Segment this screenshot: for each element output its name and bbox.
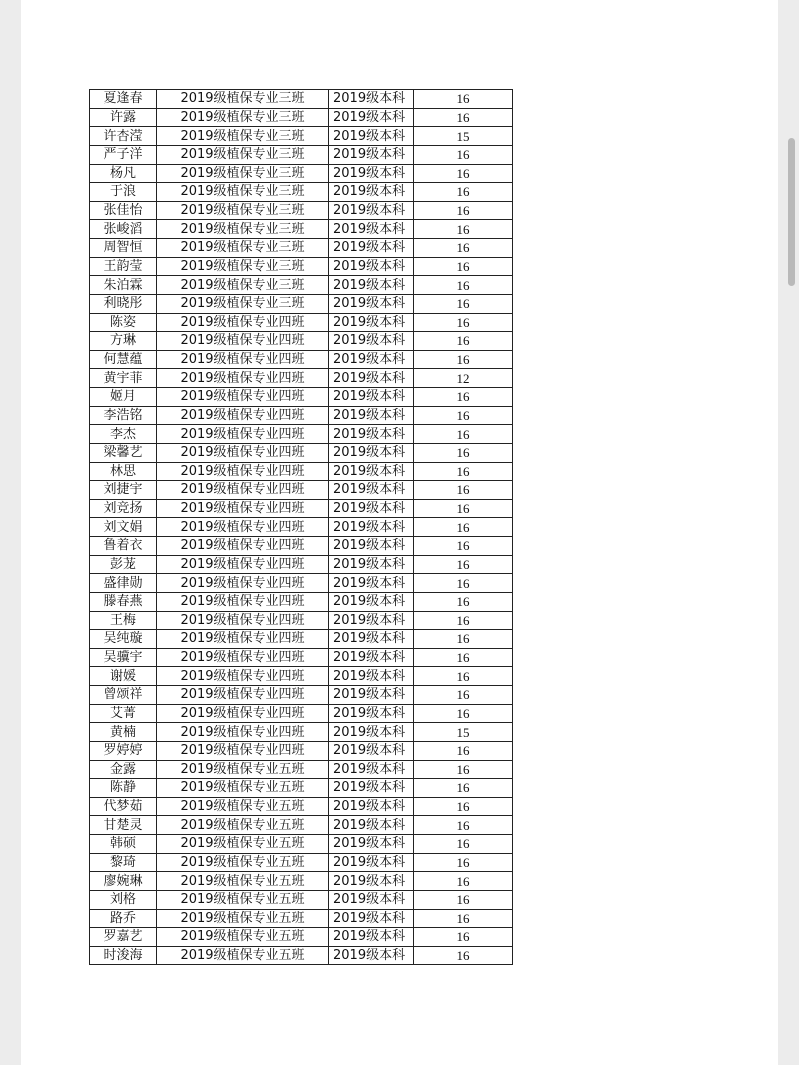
- table-row: [90, 332, 513, 351]
- grade-level-cell: 2019级本科: [329, 592, 414, 611]
- table-row: [90, 760, 513, 779]
- class-cell: 2019级植保专业四班: [157, 704, 329, 723]
- grade-level-cell: 2019级本科: [329, 481, 414, 500]
- student-name-cell: 王韵莹: [90, 257, 157, 276]
- class-cell: 2019级植保专业四班: [157, 425, 329, 444]
- class-cell: 2019级植保专业四班: [157, 667, 329, 686]
- score-cell: 16: [414, 630, 513, 649]
- table-body: [90, 90, 513, 965]
- student-name-cell: 罗嘉艺: [90, 928, 157, 947]
- table-row: [90, 890, 513, 909]
- score-cell: 16: [414, 779, 513, 798]
- score-cell: 16: [414, 388, 513, 407]
- grade-level-cell: 2019级本科: [329, 462, 414, 481]
- student-name-cell: 姬月: [90, 388, 157, 407]
- student-name-cell: 周智恒: [90, 239, 157, 258]
- student-name-cell: 利晓彤: [90, 294, 157, 313]
- student-name-cell: 黄楠: [90, 723, 157, 742]
- class-cell: 2019级植保专业四班: [157, 537, 329, 556]
- grade-level-cell: 2019级本科: [329, 90, 414, 109]
- table-row: [90, 611, 513, 630]
- grade-level-cell: 2019级本科: [329, 704, 414, 723]
- score-cell: 16: [414, 276, 513, 295]
- grade-level-cell: 2019级本科: [329, 388, 414, 407]
- student-score-table: [89, 89, 513, 965]
- class-cell: 2019级植保专业三班: [157, 108, 329, 127]
- class-cell: 2019级植保专业四班: [157, 686, 329, 705]
- student-name-cell: 刘竞扬: [90, 499, 157, 518]
- grade-level-cell: 2019级本科: [329, 723, 414, 742]
- grade-level-cell: 2019级本科: [329, 574, 414, 593]
- score-cell: 16: [414, 555, 513, 574]
- grade-level-cell: 2019级本科: [329, 835, 414, 854]
- class-cell: 2019级植保专业五班: [157, 928, 329, 947]
- student-name-cell: 彭茏: [90, 555, 157, 574]
- student-name-cell: 鲁着衣: [90, 537, 157, 556]
- score-cell: 16: [414, 797, 513, 816]
- student-name-cell: 代梦茹: [90, 797, 157, 816]
- student-name-cell: 何慧蕴: [90, 350, 157, 369]
- score-cell: 16: [414, 518, 513, 537]
- table-row: [90, 294, 513, 313]
- score-cell: 16: [414, 611, 513, 630]
- grade-level-cell: 2019级本科: [329, 686, 414, 705]
- table-row: [90, 667, 513, 686]
- class-cell: 2019级植保专业三班: [157, 294, 329, 313]
- table-row: [90, 443, 513, 462]
- score-cell: 16: [414, 835, 513, 854]
- student-name-cell: 张佳怡: [90, 201, 157, 220]
- class-cell: 2019级植保专业三班: [157, 201, 329, 220]
- class-cell: 2019级植保专业四班: [157, 388, 329, 407]
- grade-level-cell: 2019级本科: [329, 294, 414, 313]
- student-name-cell: 陈姿: [90, 313, 157, 332]
- student-name-cell: 时浚海: [90, 946, 157, 965]
- grade-level-cell: 2019级本科: [329, 108, 414, 127]
- student-name-cell: 杨凡: [90, 164, 157, 183]
- class-cell: 2019级植保专业三班: [157, 276, 329, 295]
- grade-level-cell: 2019级本科: [329, 890, 414, 909]
- table-row: [90, 835, 513, 854]
- table-row: [90, 276, 513, 295]
- grade-level-cell: 2019级本科: [329, 239, 414, 258]
- student-name-cell: 王梅: [90, 611, 157, 630]
- grade-level-cell: 2019级本科: [329, 443, 414, 462]
- class-cell: 2019级植保专业四班: [157, 518, 329, 537]
- table-row: [90, 592, 513, 611]
- table-row: [90, 313, 513, 332]
- class-cell: 2019级植保专业三班: [157, 220, 329, 239]
- table-row: [90, 220, 513, 239]
- class-cell: 2019级植保专业四班: [157, 350, 329, 369]
- score-cell: 16: [414, 946, 513, 965]
- grade-level-cell: 2019级本科: [329, 797, 414, 816]
- class-cell: 2019级植保专业四班: [157, 462, 329, 481]
- table-row: [90, 462, 513, 481]
- score-cell: 15: [414, 723, 513, 742]
- class-cell: 2019级植保专业四班: [157, 648, 329, 667]
- score-cell: 16: [414, 257, 513, 276]
- grade-level-cell: 2019级本科: [329, 425, 414, 444]
- grade-level-cell: 2019级本科: [329, 164, 414, 183]
- class-cell: 2019级植保专业五班: [157, 779, 329, 798]
- grade-level-cell: 2019级本科: [329, 276, 414, 295]
- class-cell: 2019级植保专业三班: [157, 127, 329, 146]
- grade-level-cell: 2019级本科: [329, 853, 414, 872]
- class-cell: 2019级植保专业三班: [157, 257, 329, 276]
- score-cell: 16: [414, 108, 513, 127]
- grade-level-cell: 2019级本科: [329, 183, 414, 202]
- class-cell: 2019级植保专业四班: [157, 481, 329, 500]
- grade-level-cell: 2019级本科: [329, 313, 414, 332]
- grade-level-cell: 2019级本科: [329, 220, 414, 239]
- class-cell: 2019级植保专业五班: [157, 816, 329, 835]
- grade-level-cell: 2019级本科: [329, 816, 414, 835]
- table-row: [90, 499, 513, 518]
- student-name-cell: 刘捷宇: [90, 481, 157, 500]
- table-row: [90, 369, 513, 388]
- class-cell: 2019级植保专业四班: [157, 630, 329, 649]
- score-cell: 16: [414, 686, 513, 705]
- table-row: [90, 872, 513, 891]
- class-cell: 2019级植保专业三班: [157, 90, 329, 109]
- table-row: [90, 406, 513, 425]
- class-cell: 2019级植保专业四班: [157, 555, 329, 574]
- table-row: [90, 350, 513, 369]
- student-name-cell: 许杏滢: [90, 127, 157, 146]
- table-row: [90, 797, 513, 816]
- table-row: [90, 704, 513, 723]
- grade-level-cell: 2019级本科: [329, 257, 414, 276]
- student-name-cell: 甘楚灵: [90, 816, 157, 835]
- student-name-cell: 方琳: [90, 332, 157, 351]
- class-cell: 2019级植保专业五班: [157, 909, 329, 928]
- class-cell: 2019级植保专业四班: [157, 369, 329, 388]
- score-cell: 16: [414, 350, 513, 369]
- student-name-cell: 谢媛: [90, 667, 157, 686]
- scrollbar-thumb[interactable]: [788, 138, 795, 286]
- score-cell: 16: [414, 90, 513, 109]
- student-name-cell: 李杰: [90, 425, 157, 444]
- class-cell: 2019级植保专业四班: [157, 443, 329, 462]
- table-row: [90, 853, 513, 872]
- grade-level-cell: 2019级本科: [329, 872, 414, 891]
- score-cell: 16: [414, 909, 513, 928]
- table-row: [90, 741, 513, 760]
- score-cell: 16: [414, 220, 513, 239]
- grade-level-cell: 2019级本科: [329, 741, 414, 760]
- score-cell: 16: [414, 704, 513, 723]
- score-cell: 16: [414, 648, 513, 667]
- student-name-cell: 金露: [90, 760, 157, 779]
- grade-level-cell: 2019级本科: [329, 350, 414, 369]
- table-row: [90, 723, 513, 742]
- grade-level-cell: 2019级本科: [329, 127, 414, 146]
- student-name-cell: 艾菁: [90, 704, 157, 723]
- score-cell: 16: [414, 406, 513, 425]
- class-cell: 2019级植保专业四班: [157, 723, 329, 742]
- grade-level-cell: 2019级本科: [329, 667, 414, 686]
- table-row: [90, 108, 513, 127]
- student-name-cell: 许露: [90, 108, 157, 127]
- class-cell: 2019级植保专业四班: [157, 574, 329, 593]
- table-row: [90, 537, 513, 556]
- student-name-cell: 于浪: [90, 183, 157, 202]
- table-row: [90, 648, 513, 667]
- score-cell: 16: [414, 853, 513, 872]
- class-cell: 2019级植保专业五班: [157, 760, 329, 779]
- class-cell: 2019级植保专业四班: [157, 406, 329, 425]
- score-cell: 16: [414, 294, 513, 313]
- score-cell: 16: [414, 872, 513, 891]
- table-row: [90, 574, 513, 593]
- class-cell: 2019级植保专业五班: [157, 797, 329, 816]
- class-cell: 2019级植保专业四班: [157, 592, 329, 611]
- score-cell: 16: [414, 201, 513, 220]
- table-row: [90, 555, 513, 574]
- score-cell: 16: [414, 462, 513, 481]
- class-cell: 2019级植保专业五班: [157, 946, 329, 965]
- student-name-cell: 陈静: [90, 779, 157, 798]
- student-name-cell: 罗婷婷: [90, 741, 157, 760]
- class-cell: 2019级植保专业四班: [157, 332, 329, 351]
- score-cell: 16: [414, 332, 513, 351]
- grade-level-cell: 2019级本科: [329, 555, 414, 574]
- grade-level-cell: 2019级本科: [329, 499, 414, 518]
- score-cell: 16: [414, 760, 513, 779]
- table-row: [90, 127, 513, 146]
- table-row: [90, 816, 513, 835]
- class-cell: 2019级植保专业五班: [157, 853, 329, 872]
- table-row: [90, 183, 513, 202]
- score-cell: 16: [414, 443, 513, 462]
- grade-level-cell: 2019级本科: [329, 518, 414, 537]
- score-cell: 15: [414, 127, 513, 146]
- class-cell: 2019级植保专业四班: [157, 741, 329, 760]
- score-cell: 16: [414, 890, 513, 909]
- student-name-cell: 梁馨艺: [90, 443, 157, 462]
- student-name-cell: 吴骥宇: [90, 648, 157, 667]
- score-cell: 16: [414, 239, 513, 258]
- table-row: [90, 518, 513, 537]
- student-name-cell: 廖婉琳: [90, 872, 157, 891]
- grade-level-cell: 2019级本科: [329, 537, 414, 556]
- grade-level-cell: 2019级本科: [329, 946, 414, 965]
- score-cell: 16: [414, 481, 513, 500]
- score-cell: 16: [414, 741, 513, 760]
- student-name-cell: 黎琦: [90, 853, 157, 872]
- student-name-cell: 刘文娟: [90, 518, 157, 537]
- class-cell: 2019级植保专业三班: [157, 183, 329, 202]
- student-name-cell: 路乔: [90, 909, 157, 928]
- grade-level-cell: 2019级本科: [329, 201, 414, 220]
- grade-level-cell: 2019级本科: [329, 760, 414, 779]
- score-cell: 16: [414, 816, 513, 835]
- score-cell: 16: [414, 183, 513, 202]
- class-cell: 2019级植保专业四班: [157, 499, 329, 518]
- grade-level-cell: 2019级本科: [329, 332, 414, 351]
- student-name-cell: 李浩铭: [90, 406, 157, 425]
- grade-level-cell: 2019级本科: [329, 611, 414, 630]
- table-row: [90, 928, 513, 947]
- grade-level-cell: 2019级本科: [329, 145, 414, 164]
- student-name-cell: 曾颂祥: [90, 686, 157, 705]
- student-name-cell: 张峻滔: [90, 220, 157, 239]
- score-cell: 16: [414, 164, 513, 183]
- student-name-cell: 黄宇菲: [90, 369, 157, 388]
- student-name-cell: 林思: [90, 462, 157, 481]
- table-row: [90, 388, 513, 407]
- student-name-cell: 夏逢春: [90, 90, 157, 109]
- table-row: [90, 164, 513, 183]
- vertical-scrollbar[interactable]: [785, 0, 799, 1065]
- score-cell: 16: [414, 313, 513, 332]
- grade-level-cell: 2019级本科: [329, 630, 414, 649]
- table-row: [90, 145, 513, 164]
- score-cell: 16: [414, 574, 513, 593]
- class-cell: 2019级植保专业三班: [157, 239, 329, 258]
- student-name-cell: 刘格: [90, 890, 157, 909]
- student-name-cell: 韩硕: [90, 835, 157, 854]
- score-cell: 16: [414, 537, 513, 556]
- table-row: [90, 630, 513, 649]
- score-cell: 16: [414, 928, 513, 947]
- student-name-cell: 朱泊霖: [90, 276, 157, 295]
- table-row: [90, 779, 513, 798]
- document-page: [21, 0, 778, 1065]
- table-row: [90, 239, 513, 258]
- table-row: [90, 257, 513, 276]
- grade-level-cell: 2019级本科: [329, 928, 414, 947]
- grade-level-cell: 2019级本科: [329, 648, 414, 667]
- class-cell: 2019级植保专业三班: [157, 164, 329, 183]
- student-name-cell: 吴纯璇: [90, 630, 157, 649]
- table-row: [90, 90, 513, 109]
- grade-level-cell: 2019级本科: [329, 369, 414, 388]
- score-cell: 16: [414, 667, 513, 686]
- table-row: [90, 946, 513, 965]
- class-cell: 2019级植保专业四班: [157, 611, 329, 630]
- grade-level-cell: 2019级本科: [329, 779, 414, 798]
- score-cell: 12: [414, 369, 513, 388]
- table-row: [90, 909, 513, 928]
- class-cell: 2019级植保专业三班: [157, 145, 329, 164]
- class-cell: 2019级植保专业五班: [157, 835, 329, 854]
- table-row: [90, 201, 513, 220]
- class-cell: 2019级植保专业五班: [157, 872, 329, 891]
- student-name-cell: 盛律勋: [90, 574, 157, 593]
- score-cell: 16: [414, 592, 513, 611]
- table-row: [90, 425, 513, 444]
- table-row: [90, 686, 513, 705]
- table-row: [90, 481, 513, 500]
- grade-level-cell: 2019级本科: [329, 406, 414, 425]
- score-cell: 16: [414, 145, 513, 164]
- class-cell: 2019级植保专业四班: [157, 313, 329, 332]
- student-name-cell: 严子洋: [90, 145, 157, 164]
- score-cell: 16: [414, 425, 513, 444]
- class-cell: 2019级植保专业五班: [157, 890, 329, 909]
- student-name-cell: 滕春燕: [90, 592, 157, 611]
- score-cell: 16: [414, 499, 513, 518]
- grade-level-cell: 2019级本科: [329, 909, 414, 928]
